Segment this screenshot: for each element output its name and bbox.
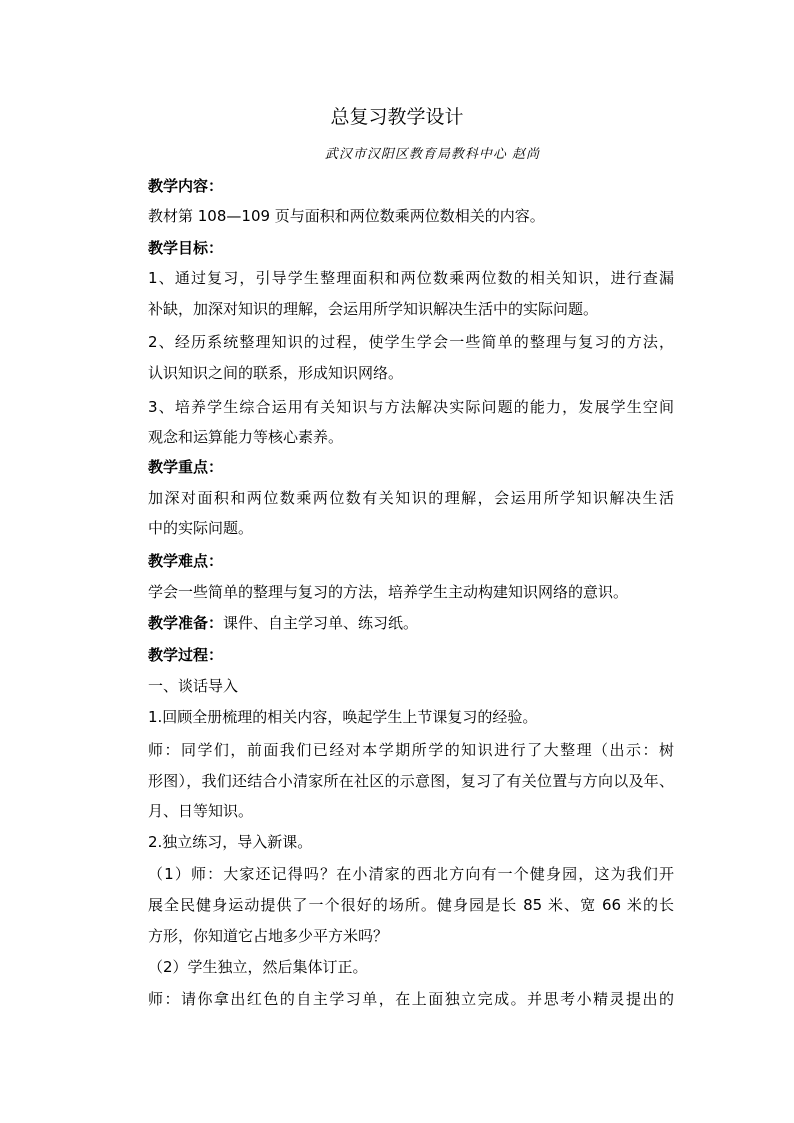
heading-difficult: 教学难点： xyxy=(148,552,224,570)
difficult-text: 学会一些简单的整理与复习的方法，培养学生主动构建知识网络的意识。 xyxy=(148,583,629,601)
question-1-line2: 展全民健身运动提供了一个很好的场所。健身园是长 85 米、宽 66 米的长 xyxy=(148,896,674,914)
content-text: 教材第 108—109 页与面积和两位数乘两位数相关的内容。 xyxy=(148,207,545,225)
teacher-talk-1-line2: 形图），我们还结合小清家所在社区的示意图，复习了有关位置与方向以及年、 xyxy=(148,772,674,790)
question-1-line1: （1）师：大家还记得吗？在小清家的西北方向有一个健身园，这为我们开 xyxy=(148,865,674,883)
goal2-line2: 认识知识之间的联系，形成知识网络。 xyxy=(148,364,404,382)
heading-content: 教学内容： xyxy=(148,177,224,195)
heading-goals: 教学目标： xyxy=(148,239,224,257)
goal3-line1: 3、培养学生综合运用有关知识与方法解决实际问题的能力，发展学生空间 xyxy=(148,398,674,416)
question-1-line3: 方形，你知道它占地多少平方米吗？ xyxy=(148,927,389,945)
author-line: 武汉市汉阳区教育局教科中心 赵尚 xyxy=(324,147,540,162)
step-2: 2.独立练习，导入新课。 xyxy=(148,833,313,851)
key-line1: 加深对面积和两位数乘两位数有关知识的理解，会运用所学知识解决生活 xyxy=(148,489,674,507)
goal1-line1: 1、通过复习，引导学生整理面积和两位数乘两位数的相关知识，进行查漏 xyxy=(148,269,674,287)
prep-line xyxy=(148,612,674,634)
key-line2: 中的实际问题。 xyxy=(148,519,254,537)
goal2-line1: 2、经历系统整理知识的过程，使学生学会一些简单的整理与复习的方法， xyxy=(148,333,674,351)
document-title: 总复习教学设计 xyxy=(330,106,464,128)
teacher-talk-1-line3: 月、日等知识。 xyxy=(148,802,254,820)
heading-key: 教学重点： xyxy=(148,458,224,476)
step-1: 1.回顾全册梳理的相关内容，唤起学生上节课复习的经验。 xyxy=(148,708,538,726)
teacher-talk-2: 师：请你拿出红色的自主学习单，在上面独立完成。并思考小精灵提出的 xyxy=(148,990,674,1008)
section-1-title: 一、谈话导入 xyxy=(148,677,239,695)
question-2: （2）学生独立，然后集体订正。 xyxy=(148,958,368,976)
heading-process: 教学过程： xyxy=(148,646,224,664)
goal3-line2: 观念和运算能力等核心素养。 xyxy=(148,428,344,446)
heading-prep: 教学准备： xyxy=(148,614,224,632)
teacher-talk-1-line1: 师：同学们，前面我们已经对本学期所学的知识进行了大整理（出示：树 xyxy=(148,741,674,759)
prep-text: 课件、自主学习单、练习纸。 xyxy=(223,614,419,632)
goal1-line2: 补缺，加深对知识的理解，会运用所学知识解决生活中的实际问题。 xyxy=(148,300,599,318)
